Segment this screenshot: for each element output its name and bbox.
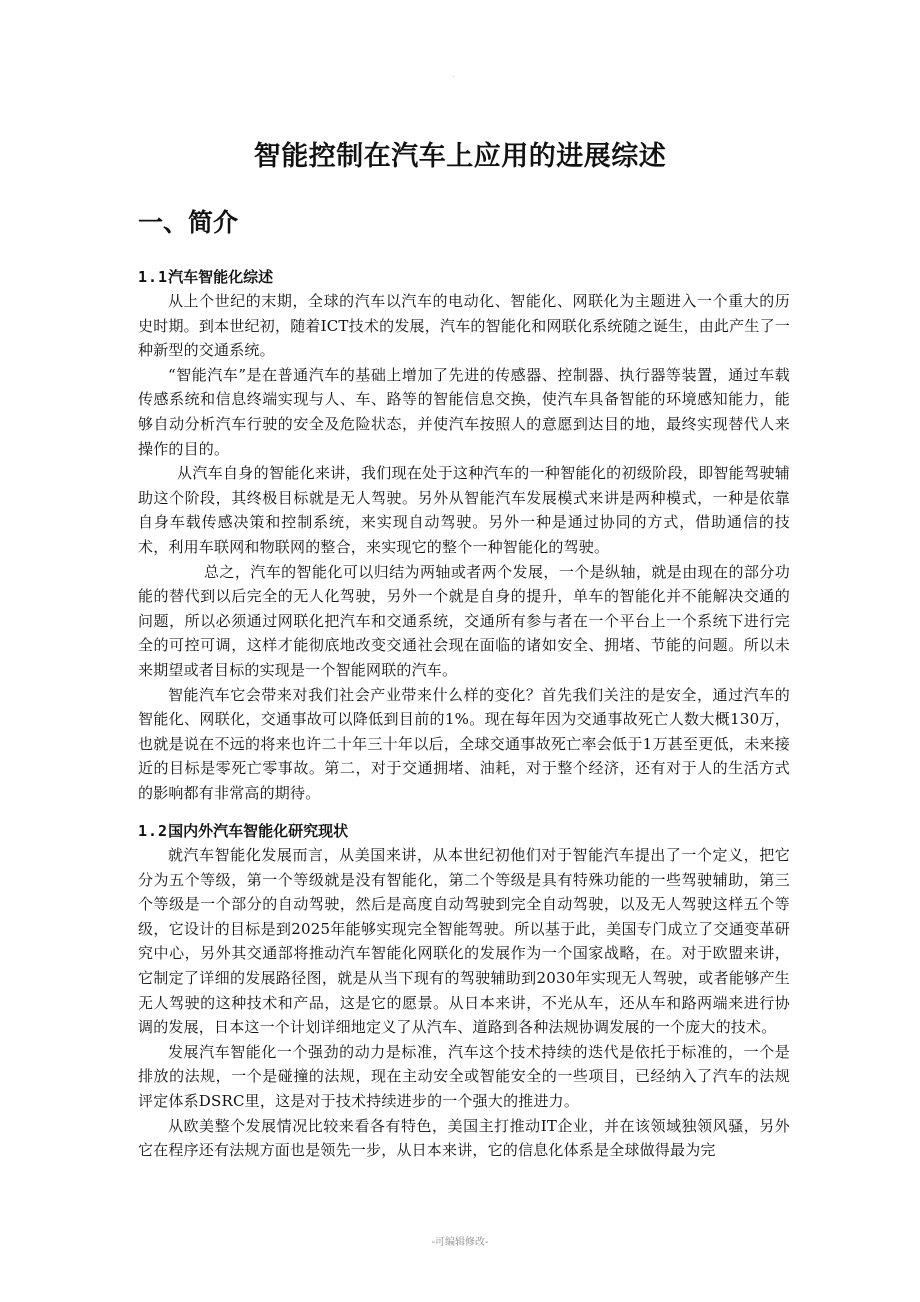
subsection-body-1-2 [138,843,790,1163]
paragraph: 从上个世纪的末期，全球的汽车以汽车的电动化、智能化、网联化为主题进入一个重大的历史时期。到本世纪初，随着ICT技术的发展，汽车的智能化和网联化系统随之诞生，由此产生了一种新型的交通系统。 [138,292,790,360]
subsection-heading-1-1 [138,267,273,287]
paragraph: 从汽车自身的智能化来讲，我们现在处于这种汽车的一种智能化的初级阶段，即智能驾驶辅助这个阶段，其终极目标就是无人驾驶。另外从智能汽车发展模式来讲是两种模式，一种是依靠自身车载传感决策和控制系统，来实现自动驾驶。另外一种是通过协同的方式，借助通信的技术，利用车联网和物联网的整合，来实现它的整个一种智能化的驾驶。 [138,464,790,556]
subsection-number: 1.2 [138,822,169,840]
document-title: 智能控制在汽车上应用的进展综述 [253,141,667,172]
paragraph: 就汽车智能化发展而言，从美国来讲，从本世纪初他们对于智能汽车提出了一个定义，把它分为五个等级，第一个等级就是没有智能化，第二个等级是具有特殊功能的一些驾驶辅助，第三个等级是一个部分的自动驾驶，然后是高度自动驾驶到完全自动驾驶，以及无人驾驶这样五个等级，它设计的目标是到2025年能够实现完全智能驾驶。所以基于此，美国专门成立了交通变革研究中心，另外其交通部将推动汽车智能化网联化的发展作为一个国家战略，在。对于欧盟来讲，它制定了详细的发展路径图，就是从当下现有的驾驶辅助到2030年实现无人驾驶，或者能够产生无人驾驶的这种技术和产品，这是它的愿景。从日本来讲，不光从车，还从车和路两端来进行协调的发展，日本这一个计划详细地定义了从汽车、道路到各种法规协调发展的一个庞大的技术。 [138,846,790,1037]
header-dot: . [452,70,455,79]
subsection-body-1-1 [138,289,790,805]
section-heading-intro: 一、简介 [138,208,239,237]
paragraph: “智能汽车”是在普通汽车的基础上增加了先进的传感器、控制器、执行器等装置，通过车载传感系统和信息终端实现与人、车、路等的智能信息交换，使汽车具备智能的环境感知能力，能够自动分析汽车行驶的安全及危险状态，并使汽车按照人的意愿到达目的地，最终实现替代人来操作的目的。 [138,365,790,458]
subsection-number: 1.1 [138,268,169,286]
subsection-title: 汽车智能化综述 [168,268,274,286]
paragraph: 从欧美整个发展情况比较来看各有特色，美国主打推动IT企业，并在该领域独领风骚，另外它在程序还有法规方面也是领先一步，从日本来讲，它的信息化体系是全球做得最为完 [138,1116,790,1160]
paragraph: 智能汽车它会带来对我们社会产业带来什么样的变化？首先我们关注的是安全，通过汽车的智能化、网联化，交通事故可以降低到目前的1%。现在每年因为交通事故死亡人数大概130万，也就是说在不远的将来也许二十年三十年以后，全球交通事故死亡率会低于1万甚至更低，未来接近的目标是零死亡零事故。第二，对于交通拥堵、油耗，对于整个经济，还有对于人的生活方式的影响都有非常高的期待。 [138,685,790,802]
subsection-title: 国内外汽车智能化研究现状 [168,822,349,840]
paragraph: 发展汽车智能化一个强劲的动力是标准，汽车这个技术持续的迭代是依托于标准的，一个是排放的法规，一个是碰撞的法规，现在主动安全或智能安全的一些项目，已经纳入了汽车的法规评定体系DSRC里，这是对于技术持续进步的一个强大的推进力。 [138,1042,790,1110]
page-footer: -可编辑修改- [431,1237,489,1248]
subsection-heading-1-2 [138,821,348,841]
paragraph: 总之，汽车的智能化可以归结为两轴或者两个发展，一个是纵轴，就是由现在的部分功能的替代到以后完全的无人化驾驶，另外一个就是自身的提升，单车的智能化并不能解决交通的问题，所以必须通过网联化把汽车和交通系统，交通所有参与者在一个平台上一个系统下进行完全的可控可调，这样才能彻底地改变交通社会现在面临的诸如安全、拥堵、节能的问题。所以未来期望或者目标的实现是一个智能网联的汽车。 [138,562,790,679]
